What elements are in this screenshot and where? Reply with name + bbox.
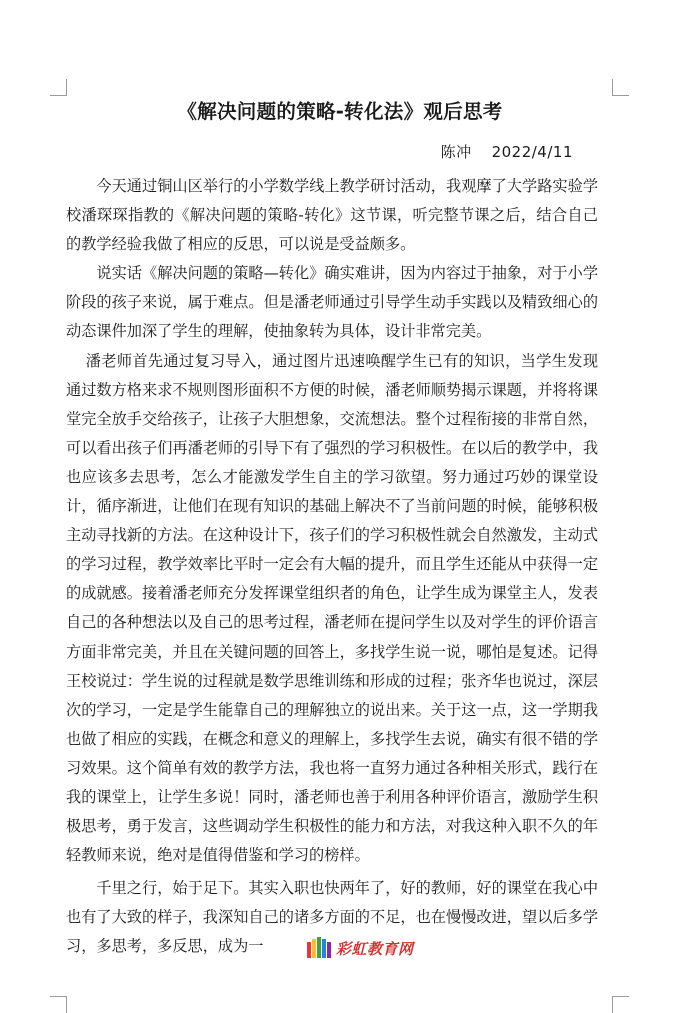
watermark-text: 彩虹教育网 xyxy=(336,939,414,958)
paragraph-3: 潘老师首先通过复习导入，通过图片迅速唤醒学生已有的知识，当学生发现通过数方格来求不规则图形面积不方便的时候，潘老师顺势揭示课题，并将将课堂完全放手交给孩子，让孩子大胆想象，交流想法。整个过程衔接的非常自然，可以看出孩子们再潘老师的引导下有了强烈的学习积极性。在以后的教学中，我也应该多去思考，怎么才能激发学生自主的学习欲望。努力通过巧妙的课堂设计，循序渐进，让他们在现有知识的基础上解决不了当前问题的时候，能够积极主动寻找新的方法。在这种设计下，孩子们的学习积极性就会自然激发，主动式的学习过程，教学效率比平时一定会有大幅的提升，而且学生还能从中获得一定的成就感。接着潘老师充分发挥课堂组织者的角色，让学生成为课堂主人，发表自己的各种想法以及自己的思考过程，潘老师在提问学生以及对学生的评价语言方面非常完美，并且在关键问题的回答上，多找学生说一说，哪怕是复述。记得王校说过：学生说的过程就是数学思维训练和形成的过程；张齐华也说过，深层次的学习，一定是学生能靠自己的理解独立的说出来。关于这一点，这一学期我也做了相应的实践，在概念和意义的理解上，多找学生去说，确实有很不错的学习效果。这个简单有效的教学方法，我也将一直努力通过各种相关形式，践行在我的课堂上，让学生多说！同时，潘老师也善于利用各种评价语言，激励学生积极思考，勇于发言，这些调动学生积极性的能力和方法，对我这种入职不久的年轻教师来说，绝对是值得借鉴和学习的榜样。 xyxy=(66,351,598,865)
byline xyxy=(441,141,573,162)
watermark xyxy=(306,936,414,960)
crop-mark-bottom-left xyxy=(50,996,67,1013)
crop-mark-top-right xyxy=(612,79,629,96)
crop-mark-bottom-right xyxy=(612,996,629,1013)
paragraph-2: 说实话《解决问题的策略—转化》确实难讲，因为内容过于抽象，对于小学阶段的孩子来说，属于难点。但是潘老师通过引导学生动手实践以及精致细心的动态课件加深了学生的理解，使抽象转为具体，设计非常完美。 xyxy=(66,264,598,341)
paragraph-4: 千里之行，始于足下。其实入职也快两年了，好的教师，好的课堂在我心中也有了大致的样子，我深知自己的诸多方面的不足，也在慢慢改进，望以后多学习，多思考，多反思，成为一 xyxy=(66,879,598,956)
document-title: 《解决问题的策略-转化法》观后思考 xyxy=(177,100,503,123)
paragraph-1: 今天通过铜山区举行的小学数学线上教学研讨活动，我观摩了大学路实验学校潘琛琛指教的《解决问题的策略-转化》这节课，听完整节课之后，结合自己的教学经验我做了相应的反思，可以说是受益颇多。 xyxy=(66,177,598,254)
author-name: 陈冲 xyxy=(440,143,472,161)
crop-mark-top-left xyxy=(50,79,67,96)
rainbow-book-icon xyxy=(306,936,332,960)
document-body xyxy=(66,172,598,962)
document-date: 2022/4/11 xyxy=(491,143,573,161)
